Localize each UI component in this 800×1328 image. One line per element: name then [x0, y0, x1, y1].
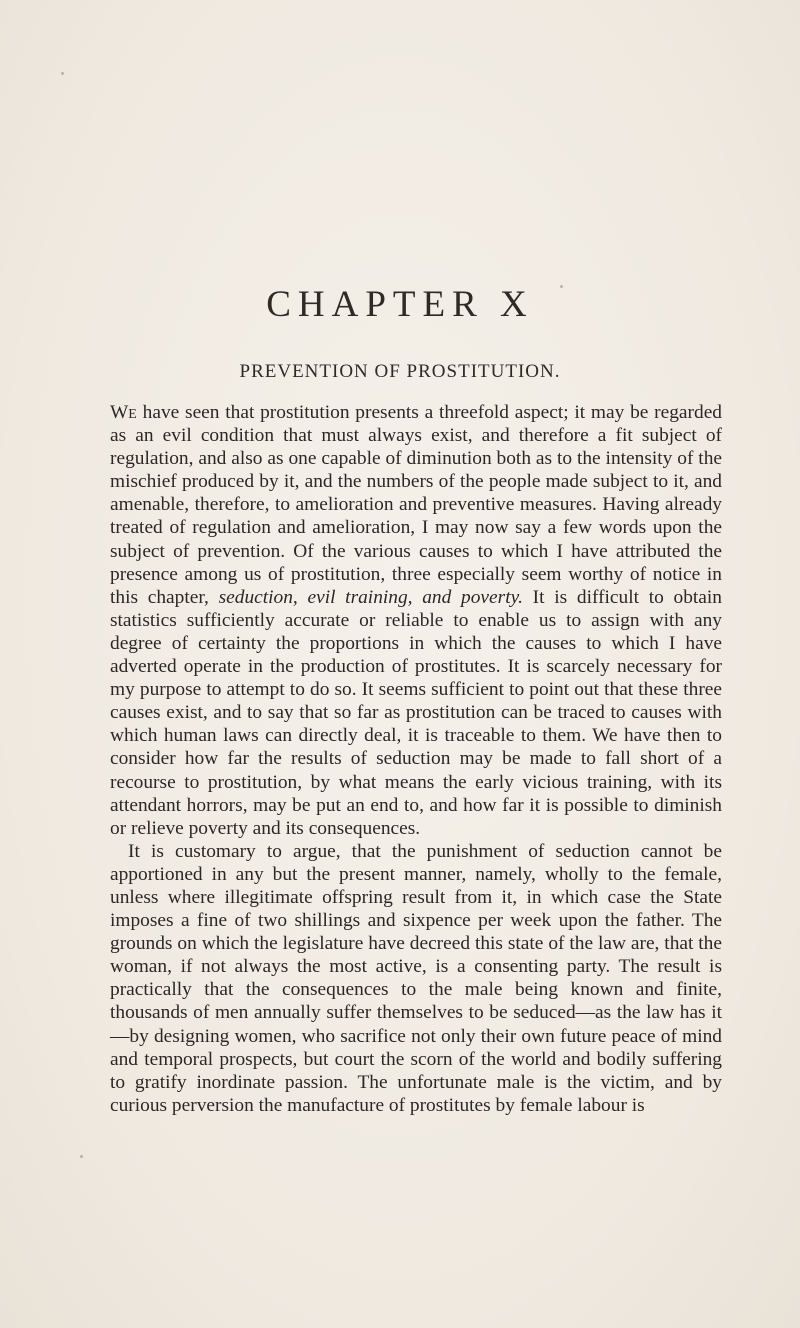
chapter-subtitle: PREVENTION OF PROSTITUTION. [239, 361, 561, 382]
opening-words: We [110, 402, 137, 423]
paragraph-1 [110, 401, 722, 840]
paper-speck [560, 285, 563, 288]
paragraph-1-text-b: It is difficult to obtain statistics sufficiently accurate or reliable to enable us to assign with any degree of certainty the proportions in which the causes to which I have adverted operate in the production of prostitutes. It is scarcely necessary for my purpose to attempt to do so. It seems sufficient to point out that these three causes exist, and to say that so far as prostitution can be traced to causes with which human laws can directly deal, it is traceable to them. We have then to consider how far the results of seduction may be made to fall short of a recourse to prostitution, by what means the early vicious training, with its attendant horrors, may be put an end to, and how far it is possible to diminish or relieve poverty and its consequences. [110, 586, 722, 839]
paragraph-1-text-a: have seen that prostitution presents a threefold aspect; it may be regarded as an evil condition that must always exist, and therefore a fit subject of regulation, and also as one capable of diminution both as to the intensity of the mischief produced by it, and the numbers of the people made subject to it, and amenable, therefore, to amelioration and preventive measures. Having already treated of regulation and amelioration, I may now say a few words upon the subject of prevention. Of the various causes to which I have attributed the presence among us of prostitution, three especially seem worthy of notice in this chapter, [110, 402, 722, 608]
paper-speck [80, 1155, 83, 1158]
body-text [110, 401, 722, 1117]
paragraph-1-italic: seduction, evil training, and poverty. [218, 586, 523, 608]
chapter-heading: CHAPTER X [266, 284, 534, 325]
paper-speck [61, 72, 64, 75]
paragraph-2: It is customary to argue, that the punishment of seduction cannot be apportioned in any but the present manner, namely, wholly to the female, unless where illegitimate offspring result from it, in which case the State imposes a fine of two shillings and sixpence per week upon the father. The grounds on which the legislature have decreed this state of the law are, that the woman, if not always the most active, is a consenting party. The result is practically that the consequences to the male being known and finite, thousands of men annually suffer themselves to be seduced—as the law has it—by designing women, who sacrifice not only their own future peace of mind and temporal prospects, but court the scorn of the world and bodily suffering to gratify inordinate passion. The unfortunate male is the victim, and by curious perversion the manufacture of prostitutes by female labour is [110, 840, 722, 1116]
